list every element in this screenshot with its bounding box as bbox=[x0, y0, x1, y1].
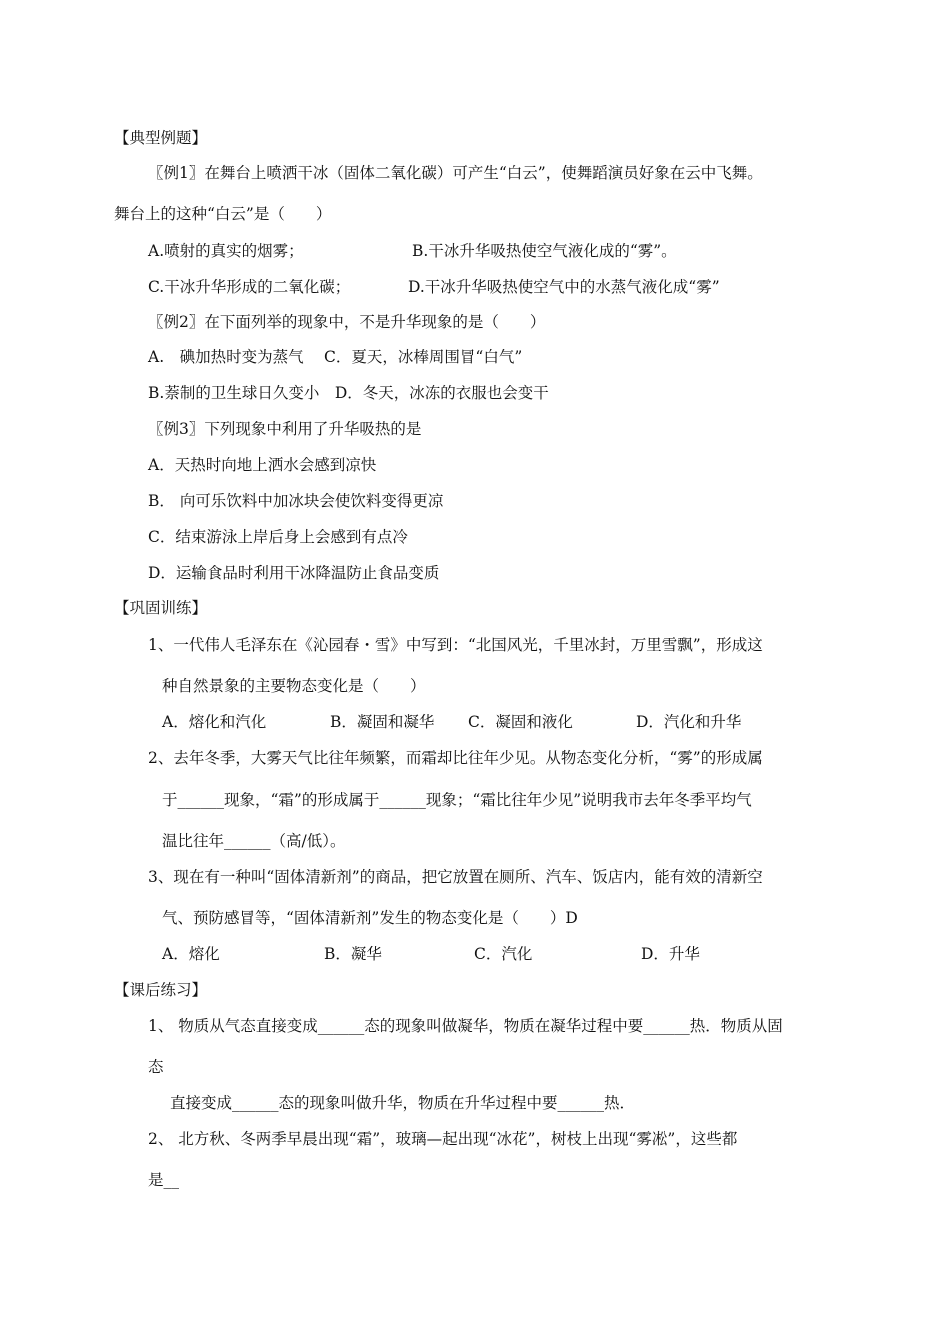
practice-3-option-d: D．升华 bbox=[641, 945, 700, 963]
practice-1-option-d: D．汽化和升华 bbox=[636, 713, 742, 731]
example-1-line-2: 舞台上的这种“白云”是（ ） bbox=[114, 205, 332, 223]
example-2-question: 〖例2〗在下面列举的现象中，不是升华现象的是（ ） bbox=[148, 313, 546, 331]
example-3-option-c: C．结束游泳上岸后身上会感到有点冷 bbox=[148, 528, 408, 546]
example-1-option-a: A.喷射的真实的烟雾； bbox=[148, 242, 304, 260]
practice-3-line-1: 3、现在有一种叫“固体清新剂”的商品，把它放置在厕所、汽车、饭店内，能有效的清新空 bbox=[148, 868, 763, 886]
practice-1-option-c: C．凝固和液化 bbox=[468, 713, 573, 731]
practice-1-line-1: 1、一代伟人毛泽东在《沁园春・雪》中写到：“北国风光，千里冰封，万里雪飘”，形成这 bbox=[148, 636, 763, 654]
homework-1-line-2: 态 bbox=[148, 1058, 164, 1076]
practice-1-option-b: B．凝固和凝华 bbox=[330, 713, 435, 731]
practice-3-option-a: A．熔化 bbox=[162, 945, 220, 963]
section-heading-examples: 【典型例题】 bbox=[114, 129, 208, 147]
practice-1-option-a: A．熔化和汽化 bbox=[162, 713, 267, 731]
example-3-option-a: A．天热时向地上洒水会感到凉快 bbox=[148, 456, 377, 474]
example-3-option-b: B． 向可乐饮料中加冰块会使饮料变得更凉 bbox=[148, 492, 444, 510]
practice-3-line-2: 气、预防感冒等，“固体清新剂”发生的物态变化是（ ）D bbox=[162, 909, 578, 927]
example-2-options-ac: A. 碘加热时变为蒸气 C．夏天，冰棒周围冒“白气” bbox=[148, 348, 523, 366]
practice-2-line-1: 2、去年冬季，大雾天气比往年频繁，而霜却比往年少见。从物态变化分析，“雾”的形成属 bbox=[148, 749, 763, 767]
section-heading-homework: 【课后练习】 bbox=[114, 981, 208, 999]
example-1-option-c: C.干冰升华形成的二氧化碳； bbox=[148, 278, 351, 296]
example-3-question: 〖例3〗下列现象中利用了升华吸热的是 bbox=[148, 420, 422, 438]
homework-1-line-3: 直接变成______态的现象叫做升华，物质在升华过程中要______热． bbox=[170, 1094, 636, 1112]
homework-1-line-1: 1、 物质从气态直接变成______态的现象叫做凝华，物质在凝华过程中要______热．物质从固 bbox=[148, 1017, 783, 1035]
example-1-option-d: D.干冰升华吸热使空气中的水蒸气液化成“雾” bbox=[408, 278, 720, 296]
example-2-options-bd: B.萘制的卫生球日久变小 D．冬天，冰冻的衣服也会变干 bbox=[148, 384, 549, 402]
example-3-option-d: D．运输食品时利用干冰降温防止食品变质 bbox=[148, 564, 440, 582]
practice-2-line-2: 于______现象，“霜”的形成属于______现象；“霜比往年少见”说明我市去年冬季平均气 bbox=[162, 791, 752, 809]
example-1-option-b: B.干冰升华吸热使空气液化成的“雾”。 bbox=[412, 242, 677, 260]
homework-2-line-1: 2、 北方秋、冬两季早晨出现“霜”，玻璃—起出现“冰花”，树枝上出现“雾凇”，这些都 bbox=[148, 1130, 738, 1148]
practice-2-line-3: 温比往年______（高/低）。 bbox=[162, 832, 346, 850]
homework-2-line-2: 是__ bbox=[148, 1171, 180, 1189]
practice-3-option-b: B．凝华 bbox=[324, 945, 382, 963]
practice-1-line-2: 种自然景象的主要物态变化是（ ） bbox=[162, 677, 426, 695]
example-1-line-1: 〖例1〗在舞台上喷洒干冰（固体二氧化碳）可产生“白云”，使舞蹈演员好象在云中飞舞。 bbox=[148, 164, 763, 182]
section-heading-practice: 【巩固训练】 bbox=[114, 599, 208, 617]
practice-3-option-c: C．汽化 bbox=[474, 945, 533, 963]
